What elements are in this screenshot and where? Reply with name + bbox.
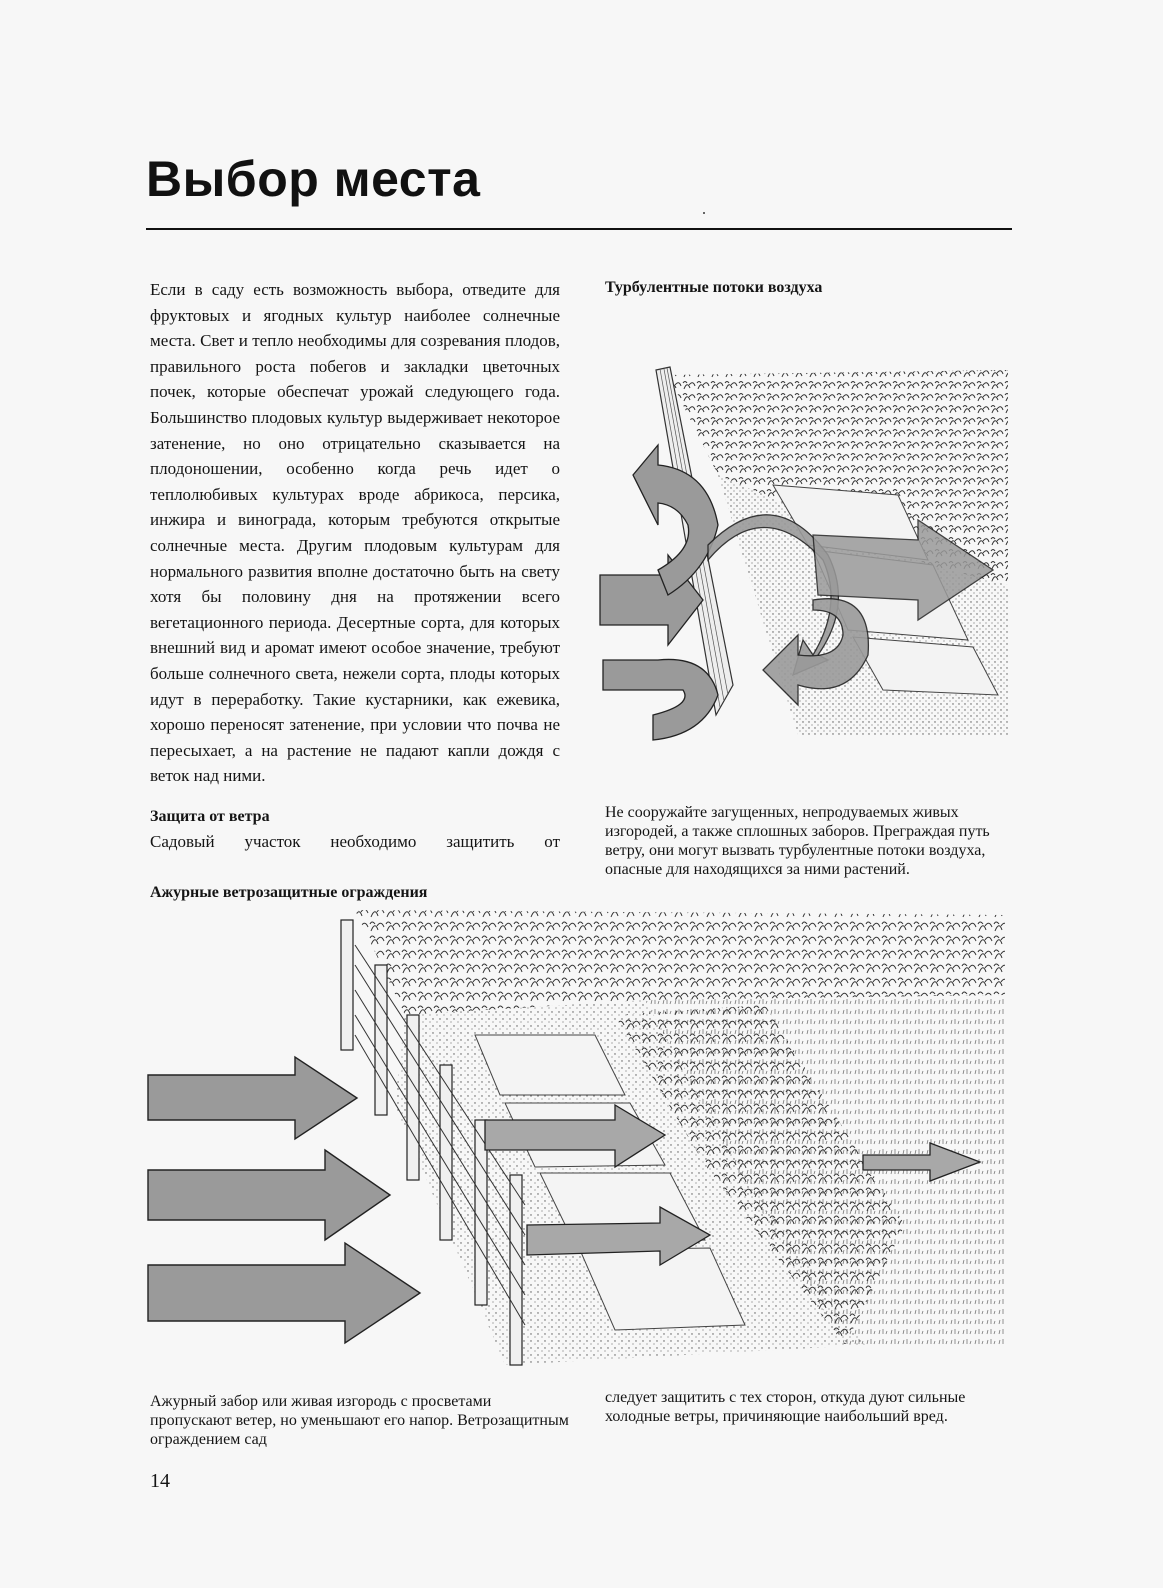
wind-protection-text: Садовый участок необходимо защитить от	[150, 832, 560, 851]
lattice-caption-left: Ажурный забор или живая изгородь с просветами пропускают ветер, но уменьшают его напор. Ветрозащитным ограждением сад	[150, 1393, 569, 1448]
turbulence-caption: Не сооружайте загущенных, непродуваемых живых изгородей, а также сплошных заборов. Преграждая путь ветру, они могут вызвать турбулентные потоки воздуха, опасные для находящихся за ними растений.	[605, 804, 990, 878]
main-paragraph: Если в саду есть возможность выбора, отведите для фруктовых и ягодных культур наиболее солнечные места. Свет и тепло необходимы для созревания плодов, правильного роста побегов и закладки цветочных почек, которые обеспечат урожай следующего года. Большинство плодовых культур выдерживает некоторое затенение, но оно отрицательно сказывается на плодоношении, особенно когда речь идет о теплолюбивых культурах вроде абрикоса, персика, инжира и винограда, которым требуются открытые солнечные места. Другим плодовым культурам для нормального развития вполне достаточно быть на свету хотя бы половину дня на протяжении всего вегетационного периода. Десертные сорта, для которых внешний вид и аромат имеют особое значение, требуют больше солнечного света, нежели сорта, плоды которых идут в переработку. Такие кустарники, как ежевика, хорошо переносят затенение, при условии что почва не пересыхает, а на растение не падают капли дождя с веток над ними.	[150, 280, 560, 786]
speck	[703, 212, 705, 214]
turbulent-heading: Турбулентные потоки воздуха	[605, 279, 823, 296]
wind-protection-heading: Защита от ветра	[150, 808, 270, 825]
lattice-caption-right: следует защитить с тех сторон, откуда дуют сильные холодные ветры, причиняющие наибольший вред.	[605, 1389, 966, 1425]
title-rule	[146, 228, 1012, 230]
page-title: Выбор места	[146, 151, 481, 207]
turbulence-illustration	[598, 355, 1010, 745]
lattice-heading: Ажурные ветрозащитные ограждения	[150, 884, 428, 901]
lattice-fence-illustration	[145, 905, 1015, 1375]
page-number: 14	[150, 1470, 170, 1492]
